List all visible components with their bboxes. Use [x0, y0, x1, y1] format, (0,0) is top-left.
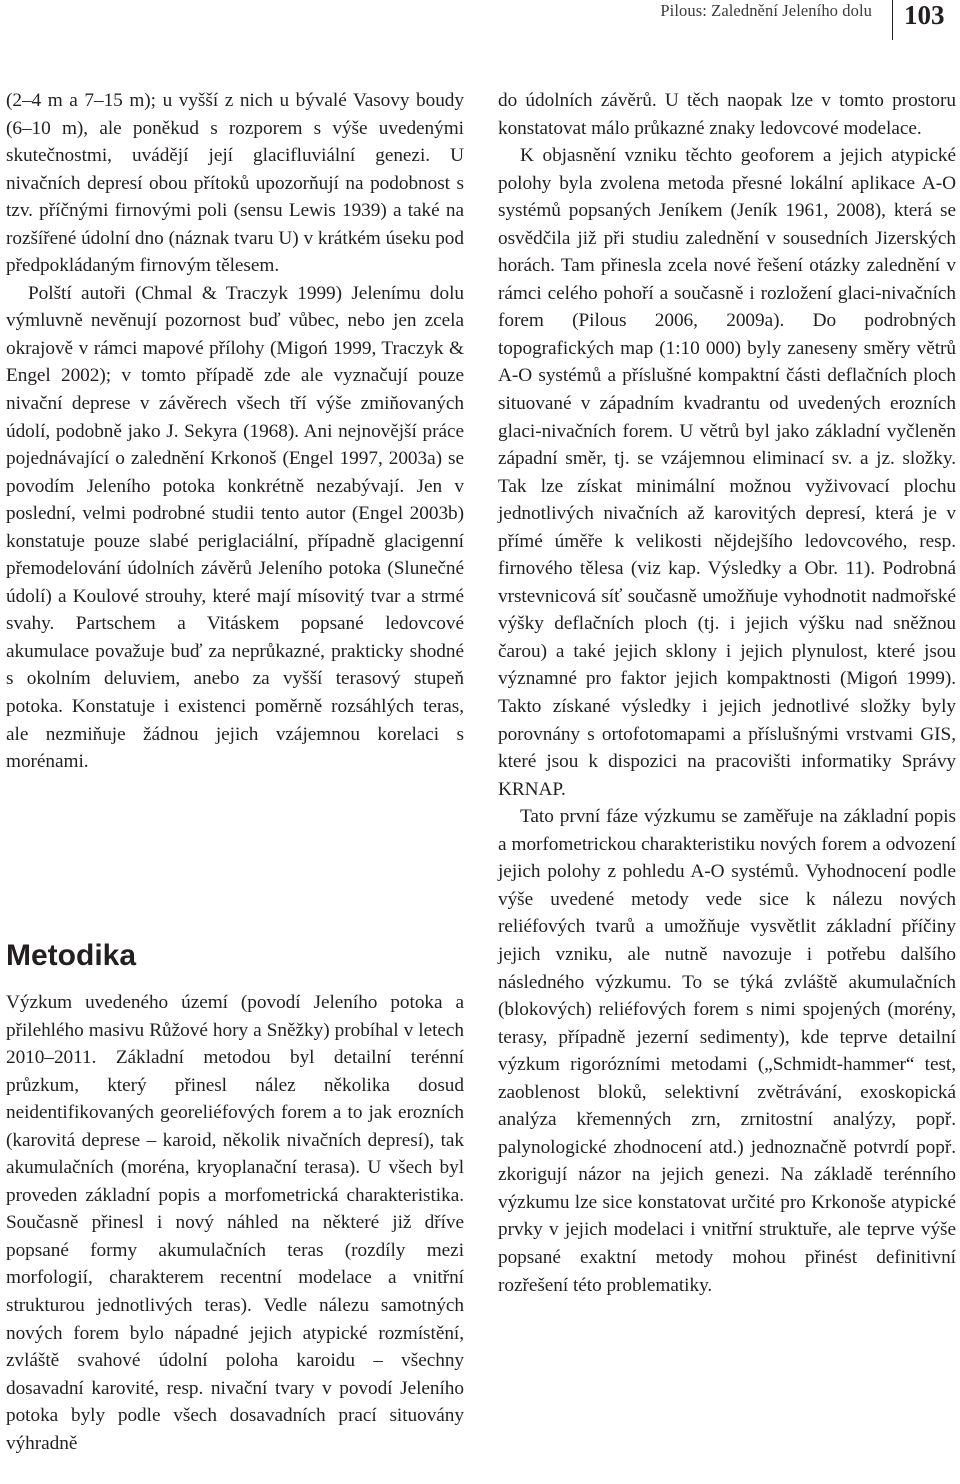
- right-paragraph-2: K objasnění vzniku těchto geoforem a jejich atypické polohy byla zvolena metoda přesné lokální aplikace A-O systémů popsaných Jeníkem (Jeník 1961, 2008), která se osvědčila již při studiu zalednění v sousedních Jizerských horách. Tam přinesla zcela nové řešení otázky zalednění v rámci celého pohoří a současně i rozložení glaci-nivačních forem (Pilous 2006, 2009a). Do podrobných topografických map (1:10 000) byly zaneseny směry větrů A-O systémů a příslušné kompaktní části deflačních ploch situované v západním kvadrantu od uvedených erozních glaci-nivačních forem. U větrů byl jako základní vyčleněn západní směr, tj. se vzájemnou eliminací sv. a jz. složky. Tak lze získat minimální možnou vyživovací plochu jednotlivých nivačních až karovitých depresí, která je v přímé úměře k velikosti nějdejšího ledovcového, resp. firnového tělesa (viz kap. Výsledky a Obr. 11). Podrobná vrstevnicová síť současně umožňuje vyhodnotit nadmořské výšky deflačních ploch (tj. i jejich výšku nad sněžnou čarou) a také jejich sklony i jejich plynulost, které jsou významné pro faktor jejich kompaktnosti (Migoń 1999). Takto získané výsledky i jejich jednotlivé složky byly porovnány s ortofotomapami a příslušnými vrstvami GIS, které jsou k dispozici na pracovišti informatiky Správy KRNAP.: [498, 145, 956, 800]
- right-paragraph-1: do údolních závěrů. U těch naopak lze v tomto prostoru konstatovat málo průkazné znaky ledovcové modelace.: [498, 90, 956, 139]
- page-number: 103: [904, 0, 945, 30]
- running-title: Pilous: Zalednění Jeleního dolu: [660, 1, 872, 20]
- section-heading-metodika: Metodika: [6, 939, 137, 972]
- running-header: [0, 0, 960, 44]
- left-column: [6, 87, 464, 776]
- section-heading-wrap: [6, 934, 136, 978]
- left-paragraph-1: (2–4 m a 7–15 m); u vyšší z nich u bývalé Vasovy boudy (6–10 m), ale poněkud s rozporem s výše uvedenými skutečnostmi, uvádějí její glacifluviální genezi. U nivačních depresí obou přítoků upozorňují na podobnost s tzv. příčnými firnovými poli (sensu Lewis 1939) a také na rozšířené údolní dno (náznak tvaru U) v krátkém úseku pod předpokládaným firnovým tělesem.: [6, 90, 464, 277]
- header-divider: [892, 0, 893, 40]
- left-paragraph-2: Polští autoři (Chmal & Traczyk 1999) Jelenímu dolu výmluvně nevěnují pozornost buď vůbec, nebo jen zcela okrajově v rámci mapové přílohy (Migoń 1999, Traczyk & Engel 2002); v tomto případě zde ale vyznačují pouze nivační deprese v závěrech všech tří výše zmiňovaných údolí, podobně jako J. Sekyra (1968). Ani nejnovější práce pojednávající o zalednění Krkonoš (Engel 1997, 2003a) se povodím Jeleního potoka konkrétně nezabývají. Jen v poslední, velmi podrobné studii tento autor (Engel 2003b) konstatuje pouze slabé periglaciální, případně glacigenní přemodelování údolních závěrů Jeleního potoka (Slunečné údolí) a Koulové strouhy, které mají mísovitý tvar a strmé svahy. Partschem a Vitáskem popsané ledovcové akumulace považuje buď za neprůkazné, prakticky shodné s okolním deluviem, anebo za vyšší terasový stupeň potoka. Konstatuje i existenci poměrně rozsáhlých teras, ale nezmiňuje žádnou jejich vzájemnou korelaci s morénami.: [6, 282, 464, 773]
- left-column-section: [6, 989, 464, 1457]
- right-paragraph-3: Tato první fáze výzkumu se zaměřuje na základní popis a morfometrickou charakteristiku nových forem a odvození jejich polohy z pohledu A-O systémů. Vyhodnocení podle výše uvedené metody vede sice k nálezu nových reliéfových tvarů a umožňuje vysvětlit základní příčiny jejich vzniku, ale nutně navozuje i potřebu dalšího následného výzkumu. To se týká zvláště akumulačních (blokových) reliéfových forem s nimi spojených (morény, terasy, případně jezerní sedimenty), kde teprve detailní výzkum rigorózními metodami („Schmidt-hammer“ test, zaoblenost bloků, selektivní zvětrávání, exoskopická analýza křemenných zrn, zrnitostní analýzy, popř. palynologické zhodnocení atd.) jednoznačně potvrdí popř. zkorigují názor na jejich genezi. Na základě terénního výzkumu lze sice konstatovat určité pro Krkonoše atypické prvky v jejich modelaci i vnitřní struktuře, ale teprve výše popsané exaktní metody mohou přinést definitivní rozřešení této problematiky.: [498, 806, 956, 1296]
- metodika-paragraph: Výzkum uvedeného území (povodí Jeleního potoka a přilehlého masivu Růžové hory a Sněžky) probíhal v letech 2010–2011. Základní metodou byl detailní terénní průzkum, který přinesl nález několika dosud neidentifikovaných georeliéfových forem a to jak erozních (karovitá deprese – karoid, několik nivačních depresí), tak akumulačních (moréna, kryoplanační terasa). U všech byl proveden základní popis a morfometrická charakteristika. Současně přinesl i nový náhled na některé již dříve popsané formy akumulačních teras (rozdíly mezi morfologií, charakterem recentní modelace a vnitřní strukturou jednotlivých teras). Vedle nálezu samotných nových forem bylo nápadné jejich atypické rozmístění, zvláště svahové údolní poloha karoidu – všechny dosavadní karovité, resp. nivační tvary v povodí Jeleního potoka byly podle všech dosavadních prací situovány výhradně: [6, 992, 464, 1454]
- right-column: [498, 87, 956, 1299]
